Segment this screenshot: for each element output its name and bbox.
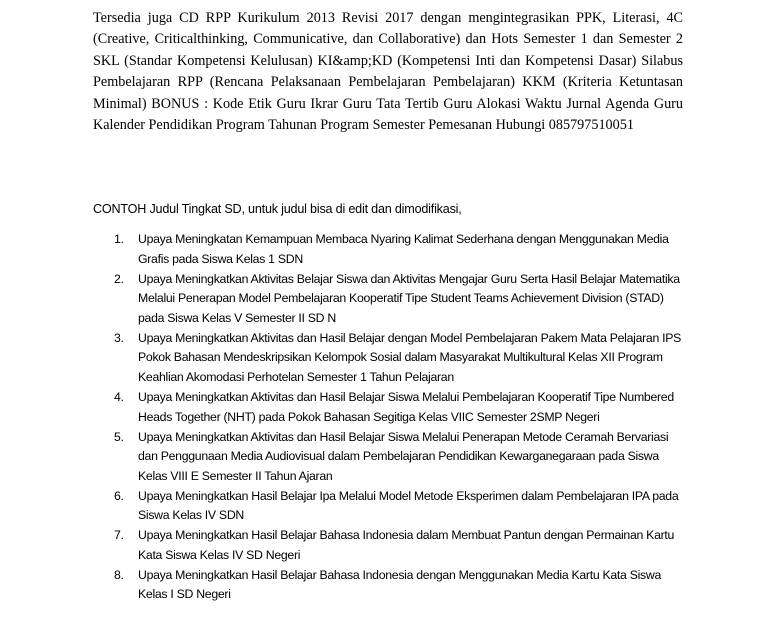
intro-paragraph: Tersedia juga CD RPP Kurikulum 2013 Revisi 2017 dengan mengintegrasikan PPK, Literasi, 4C (Creative, Criticalthinking, Communicative, dan Collaborative) dan Hots Semester 1 dan Semester 2 SKL (Standar Kompetensi Kelulusan) KI&amp;KD (Kompetensi Inti dan Kompetensi Dasar) Silabus Pembelajaran RPP (Rencana Pelaksanaan Pembelajaran Pembelajaran) KKM (Kriteria Ketuntasan Minimal) BONUS : Kode Etik Guru Ikrar Guru Tata Tertib Guru Alokasi Waktu Jurnal Agenda Guru Kalender Pendidikan Program Tahunan Program Semester Pemesanan Hubungi 085797510051 [93, 10, 683, 134]
list-intro: CONTOH Judul Tingkat SD, untuk judul bisa di edit dan dimodifikasi, [93, 202, 462, 216]
list-number: 2. [114, 271, 124, 286]
list-item [114, 566, 684, 605]
list-number: 1. [114, 232, 124, 246]
list-item [114, 230, 684, 269]
list-item [114, 526, 684, 565]
list-item-text: Upaya Meningkatkan Hasil Belajar Bahasa Indonesia dengan Menggunakan Media Kartu Kata Siswa Kelas I SD Negeri [138, 567, 661, 602]
list-item-text: Upaya Meningkatkan Aktivitas dan Hasil Belajar Siswa Melalui Pembelajaran Kooperatif Tipe Numbered Heads Together (NHT) pada Pokok Bahasan Segitiga Kelas VIIC Semester 2SMP Negeri [138, 389, 674, 424]
list-item-text: Upaya Meningkatkan Aktivitas dan Hasil Belajar dengan Model Pembelajaran Pakem Mata Pelajaran IPS Pokok Bahasan Mendeskripsikan Kelompok Sosial dalam Masyarakat Multikultural Kelas XII Program Keahlian Akomodasi Perhotelan Semester 1 Tahun Pelajaran [138, 330, 682, 384]
list-item [114, 388, 684, 427]
title-list [114, 230, 684, 605]
list-item-text: Upaya Meningkatkan Hasil Belajar Ipa Melalui Model Metode Eksperimen dalam Pembelajaran IPA pada Siswa Kelas IV SDN [138, 488, 679, 523]
list-item-text: Upaya Meningkatan Kemampuan Membaca Nyaring Kalimat Sederhana dengan Menggunakan Media Grafis pada Siswa Kelas 1 SDN [138, 232, 669, 266]
list-number: 6. [114, 488, 124, 503]
list-item [114, 270, 684, 329]
list-item [114, 487, 684, 526]
list-number: 3. [114, 330, 124, 345]
list-item [114, 428, 684, 487]
list-number: 8. [114, 567, 124, 582]
list-item-text: Upaya Meningkatkan Hasil Belajar Bahasa Indonesia dalam Membuat Pantun dengan Permainan Kartu Kata Siswa Kelas IV SD Negeri [138, 528, 675, 562]
list-number: 4. [114, 389, 124, 404]
list-number: 7. [114, 528, 124, 543]
list-item-text: Upaya Meningkatkan Aktivitas Belajar Siswa dan Aktivitas Mengajar Guru Serta Hasil Belajar Matematika Melalui Penerapan Model Pembelajaran Kooperatif Tipe Student Teams Achievement Division (STAD) pada Siswa Kelas V Semester II SD N [138, 271, 680, 325]
list-item [114, 329, 684, 388]
list-number: 5. [114, 429, 124, 444]
list-item-text: Upaya Meningkatkan Aktivitas dan Hasil Belajar Siswa Melalui Penerapan Metode Ceramah Bervariasi dan Penggunaan Media Audiovisual dalam Pembelajaran Pendidikan Kewarganegaraan pada Siswa Kelas VIII E Semester II Tahun Ajaran [138, 429, 669, 483]
